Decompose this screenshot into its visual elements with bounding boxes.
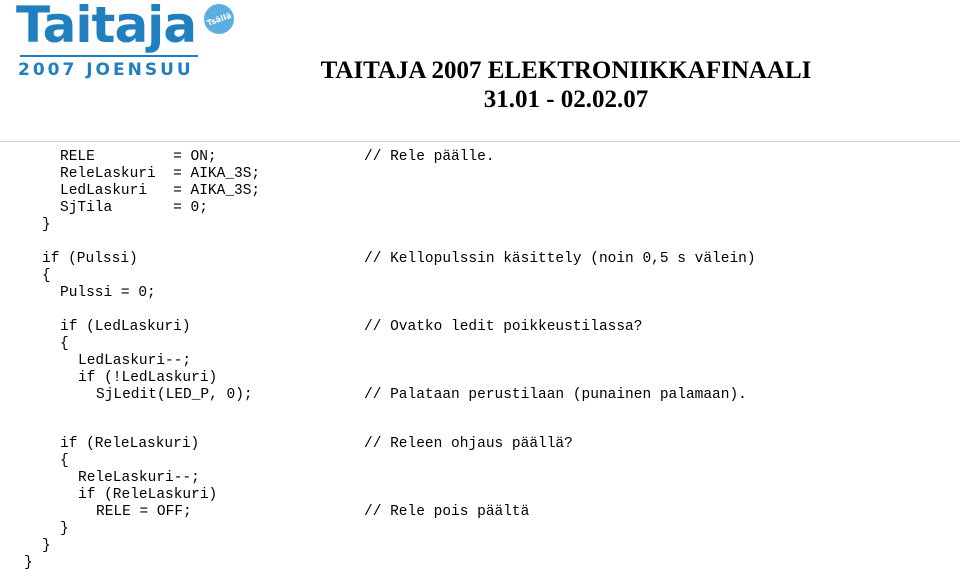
code-line: } [60,521,69,537]
logo-subtitle: 2007 JOENSUU [18,60,194,80]
code-line: LedLaskuri--; [78,353,192,369]
code-line: LedLaskuri = AIKA_3S; [60,183,261,199]
page-dates: 31.01 - 02.02.07 [483,86,649,113]
code-line: { [60,336,69,352]
page-title: TAITAJA 2007 ELEKTRONIIKKAFINAALI [320,57,812,84]
code-comment: // Kellopulssin käsittely (noin 0,5 s välein) [364,251,756,267]
code-comment: // Rele päälle. [364,149,495,165]
code-line: } [42,538,51,554]
code-line: if (LedLaskuri) [60,319,191,335]
code-line: SjLedit(LED_P, 0); [96,387,253,403]
code-line: RELE = OFF; [96,504,192,520]
code-line: Pulssi = 0; [60,285,156,301]
code-line: if (ReleLaskuri) [60,436,200,452]
code-line: ReleLaskuri = AIKA_3S; [60,166,261,182]
code-comment: // Ovatko ledit poikkeustilassa? [364,319,643,335]
code-line: } [42,217,51,233]
page-header [304,56,828,114]
header-divider [0,141,960,142]
code-comment: // Releen ohjaus päällä? [364,436,573,452]
code-comment: // Palataan perustilaan (punainen palamaan). [364,387,747,403]
code-line: if (!LedLaskuri) [78,370,218,386]
logo-underline [20,55,198,57]
code-line: RELE = ON; [60,149,217,165]
code-line: } [24,555,33,571]
code-line: ReleLaskuri--; [78,470,200,486]
code-line: if (ReleLaskuri) [78,487,218,503]
code-line: SjTila = 0; [60,200,208,216]
code-comment: // Rele pois päältä [364,504,530,520]
code-line: { [60,453,69,469]
logo-wordmark: Taitaja [16,0,197,54]
code-line: { [42,268,51,284]
taitaja-logo [14,0,233,84]
code-line: if (Pulssi) [42,251,138,267]
logo-badge: Tsällä [200,0,238,38]
